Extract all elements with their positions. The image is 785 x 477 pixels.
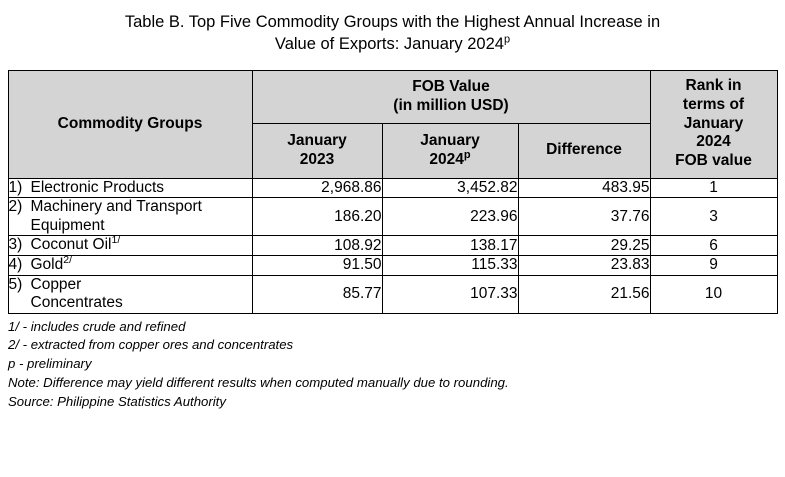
header-fob-value-line2: (in million USD) <box>393 96 509 114</box>
header-january-2024-year: 2024 <box>429 150 464 168</box>
header-rank-line5: FOB value <box>675 152 752 170</box>
row-difference: 21.56 <box>518 275 650 313</box>
row-name-footnote-marker: 1/ <box>111 234 121 247</box>
row-rank: 6 <box>650 236 777 256</box>
row-commodity-name <box>8 275 252 313</box>
row-jan2023: 85.77 <box>252 275 382 313</box>
footnote-note: Note: Difference may yield different results when computed manually due to rounding. <box>8 374 509 390</box>
header-january-2023-line1: January <box>287 131 347 149</box>
table-row <box>8 255 777 275</box>
header-fob-value <box>252 70 650 123</box>
header-january-2023 <box>252 123 382 178</box>
row-difference: 29.25 <box>518 236 650 256</box>
row-difference: 37.76 <box>518 198 650 236</box>
footnote-2: 2/ - extracted from copper ores and concentrates <box>8 337 294 353</box>
table-row <box>8 236 777 256</box>
header-commodity-groups: Commodity Groups <box>8 70 252 178</box>
table-row <box>8 178 777 198</box>
header-january-2023-line2: 2023 <box>299 150 335 168</box>
row-jan2023: 108.92 <box>252 236 382 256</box>
row-index: 2) <box>8 198 23 216</box>
table-row <box>8 198 777 236</box>
row-index: 1) <box>8 178 23 196</box>
row-rank: 3 <box>650 198 777 236</box>
row-commodity-name <box>8 255 252 275</box>
header-rank-line1: Rank in <box>685 76 742 94</box>
row-jan2024: 138.17 <box>382 236 518 256</box>
row-commodity-name <box>8 198 252 236</box>
row-name: Machinery and Transport Equipment <box>30 198 202 234</box>
row-jan2024: 115.33 <box>382 255 518 275</box>
footnote-1: 1/ - includes crude and refined <box>8 318 186 334</box>
row-rank: 1 <box>650 178 777 198</box>
commodity-table <box>8 70 778 314</box>
header-rank <box>650 70 777 178</box>
header-rank-line2: terms of <box>682 95 745 113</box>
header-rank-line3: January <box>683 114 744 132</box>
row-jan2023: 91.50 <box>252 255 382 275</box>
header-january-2024 <box>382 123 518 178</box>
row-jan2024: 3,452.82 <box>382 178 518 198</box>
header-fob-value-line1: FOB Value <box>412 77 490 95</box>
row-difference: 483.95 <box>518 178 650 198</box>
footnotes <box>8 318 777 412</box>
row-commodity-name <box>8 178 252 198</box>
row-rank: 9 <box>650 255 777 275</box>
row-jan2024: 223.96 <box>382 198 518 236</box>
row-name-footnote-marker: 2/ <box>63 253 73 266</box>
row-index: 5) <box>8 275 23 293</box>
title-superscript: p <box>503 33 511 46</box>
header-january-2024-line2 <box>383 148 518 170</box>
table-row <box>8 275 777 313</box>
table-header-row-1 <box>8 70 777 123</box>
row-index: 4) <box>8 255 23 273</box>
row-jan2023: 2,968.86 <box>252 178 382 198</box>
row-jan2023: 186.20 <box>252 198 382 236</box>
header-difference: Difference <box>518 123 650 178</box>
header-rank-line4: 2024 <box>696 133 731 151</box>
title-line-1: Table B. Top Five Commodity Groups with the Highest Annual Increase in <box>124 13 661 31</box>
row-jan2024: 107.33 <box>382 275 518 313</box>
header-january-2024-line1: January <box>420 131 480 149</box>
page-title <box>0 0 785 56</box>
row-name: Gold <box>30 255 64 273</box>
title-line-2-text: Value of Exports: January 2024 <box>274 34 504 53</box>
row-commodity-name <box>8 236 252 256</box>
row-name: Copper Concentrates <box>30 275 123 312</box>
row-index: 3) <box>8 236 23 254</box>
footnote-source: Source: Philippine Statistics Authority <box>8 393 226 409</box>
row-rank: 10 <box>650 275 777 313</box>
row-difference: 23.83 <box>518 255 650 275</box>
row-name: Electronic Products <box>30 178 165 196</box>
header-january-2024-superscript: p <box>463 148 471 161</box>
title-line-2 <box>60 34 725 56</box>
row-name: Coconut Oil <box>30 236 112 254</box>
footnote-3: p - preliminary <box>8 356 92 372</box>
